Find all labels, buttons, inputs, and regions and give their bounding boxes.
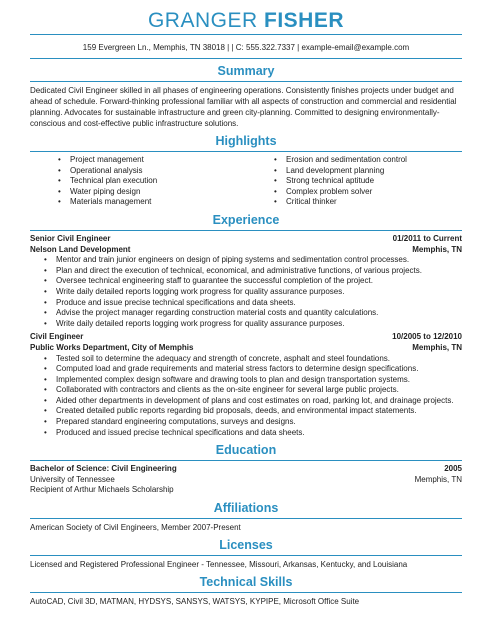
school-name: University of Tennessee bbox=[30, 474, 115, 484]
list-item: • Produced and issued precise technical specifications and data sheets. bbox=[44, 428, 462, 439]
company-name: Public Works Department, City of Memphis bbox=[30, 342, 194, 352]
job-entry bbox=[30, 332, 462, 438]
education-entry bbox=[30, 464, 462, 496]
divider bbox=[30, 592, 462, 593]
job-bullets bbox=[30, 354, 462, 439]
divider bbox=[30, 555, 462, 556]
list-item: • Oversee technical engineering staff to guarantee the successful completion of the project. bbox=[44, 276, 462, 287]
list-item: • Complex problem solver bbox=[274, 187, 462, 198]
last-name: FISHER bbox=[264, 9, 345, 32]
list-item: • Collaborated with contractors and clients as the on-site engineer for several large public projects. bbox=[44, 385, 462, 396]
list-item: • Strong technical aptitude bbox=[274, 176, 462, 187]
list-item: • Computed load and grade requirements and material stress factors to determine design specifications. bbox=[44, 364, 462, 375]
experience-heading: Experience bbox=[212, 212, 280, 227]
summary-text: Dedicated Civil Engineer skilled in all phases of engineering operations. Consistently finishes projects under budget and ahead of schedule. Forward-thinking professional familiar with all aspects of construction and commercial and residential planning. Advocates for sustainable infrastructure and green city-planning. Committed to designing environmentally-conscious and cost-effective public infrastructure solutions. bbox=[30, 86, 457, 128]
summary-heading: Summary bbox=[217, 64, 275, 78]
licenses-heading: Licenses bbox=[219, 538, 273, 553]
job-bullets bbox=[30, 255, 462, 329]
divider bbox=[30, 34, 462, 35]
job-title: Senior Civil Engineer bbox=[30, 233, 111, 243]
divider bbox=[30, 518, 462, 519]
list-item: • Land development planning bbox=[274, 166, 462, 177]
graduation-year: 2005 bbox=[444, 464, 462, 474]
list-item: • Technical plan execution bbox=[58, 176, 246, 187]
job-dates: 01/2011 to Current bbox=[392, 233, 462, 243]
education-heading: Education bbox=[215, 443, 277, 458]
list-item: • Mentor and train junior engineers on design of piping systems and sedimentation control processes. bbox=[44, 255, 462, 266]
list-item: • Operational analysis bbox=[58, 166, 246, 177]
list-item: • Prepared standard engineering computations, surveys and designs. bbox=[44, 417, 462, 428]
highlights-list bbox=[30, 155, 462, 208]
list-item: • Erosion and sedimentation control bbox=[274, 155, 462, 166]
list-item: • Materials management bbox=[58, 197, 246, 208]
first-name: GRANGER bbox=[147, 9, 258, 32]
list-item: • Plan and direct the execution of technical, economical, and administrative functions, of various projects. bbox=[44, 266, 462, 277]
school-location: Memphis, TN bbox=[414, 474, 462, 484]
list-item: • Created detailed public reports regarding bid proposals, deeds, and environmental impact statements. bbox=[44, 406, 462, 417]
list-item: • Water piping design bbox=[58, 187, 246, 198]
divider bbox=[30, 460, 462, 461]
job-location: Memphis, TN bbox=[412, 342, 462, 352]
degree: Bachelor of Science: Civil Engineering bbox=[30, 464, 177, 474]
highlights-heading: Highlights bbox=[215, 134, 277, 148]
job-location: Memphis, TN bbox=[412, 244, 462, 254]
contact-line: 159 Evergreen Ln., Memphis, TN 38018 | | C: 555.322.7337 | example-email@example.com bbox=[82, 43, 410, 52]
divider bbox=[30, 58, 462, 59]
company-name: Nelson Land Development bbox=[30, 244, 131, 254]
list-item: • Aided other departments in development of plans and cost estimates on road, parking lot, and drainage projects. bbox=[44, 396, 462, 407]
list-item: • Implemented complex design software and drawing tools to plan and design transportation systems. bbox=[44, 375, 462, 386]
affiliations-text: American Society of Civil Engineers, Member 2007-Present bbox=[30, 523, 241, 533]
divider bbox=[30, 151, 462, 152]
list-item: • Produce and issue precise technical specifications and data sheets. bbox=[44, 298, 462, 309]
job-dates: 10/2005 to 12/2010 bbox=[392, 332, 462, 342]
list-item: • Tested soil to determine the adequacy and strength of concrete, asphalt and steel foundations. bbox=[44, 354, 462, 365]
list-item: • Write daily detailed reports logging work progress for quality assurance purposes. bbox=[44, 319, 462, 330]
list-item: • Write daily detailed reports logging work progress for quality assurance purposes. bbox=[44, 287, 462, 298]
resume-page bbox=[30, 8, 462, 607]
education-note: Recipient of Arthur Michaels Scholarship bbox=[30, 485, 174, 495]
skills-text: AutoCAD, Civil 3D, MATMAN, HYDSYS, SANSYS, WATSYS, KYPIPE, Microsoft Office Suite bbox=[30, 597, 360, 607]
list-item: • Critical thinker bbox=[274, 197, 462, 208]
list-item: • Advise the project manager regarding construction material costs and quantity calculations. bbox=[44, 308, 462, 319]
skills-heading: Technical Skills bbox=[199, 575, 293, 590]
highlights-right-column bbox=[246, 155, 462, 208]
divider bbox=[30, 81, 462, 82]
job-title: Civil Engineer bbox=[30, 332, 84, 342]
highlights-left-column bbox=[30, 155, 246, 208]
licenses-text: Licensed and Registered Professional Engineer - Tennessee, Missouri, Arkansas, Kentucky, and Louisiana bbox=[30, 560, 408, 570]
list-item: • Project management bbox=[58, 155, 246, 166]
job-entry bbox=[30, 234, 462, 329]
affiliations-heading: Affiliations bbox=[213, 501, 279, 516]
divider bbox=[30, 230, 462, 231]
candidate-name bbox=[30, 8, 462, 34]
